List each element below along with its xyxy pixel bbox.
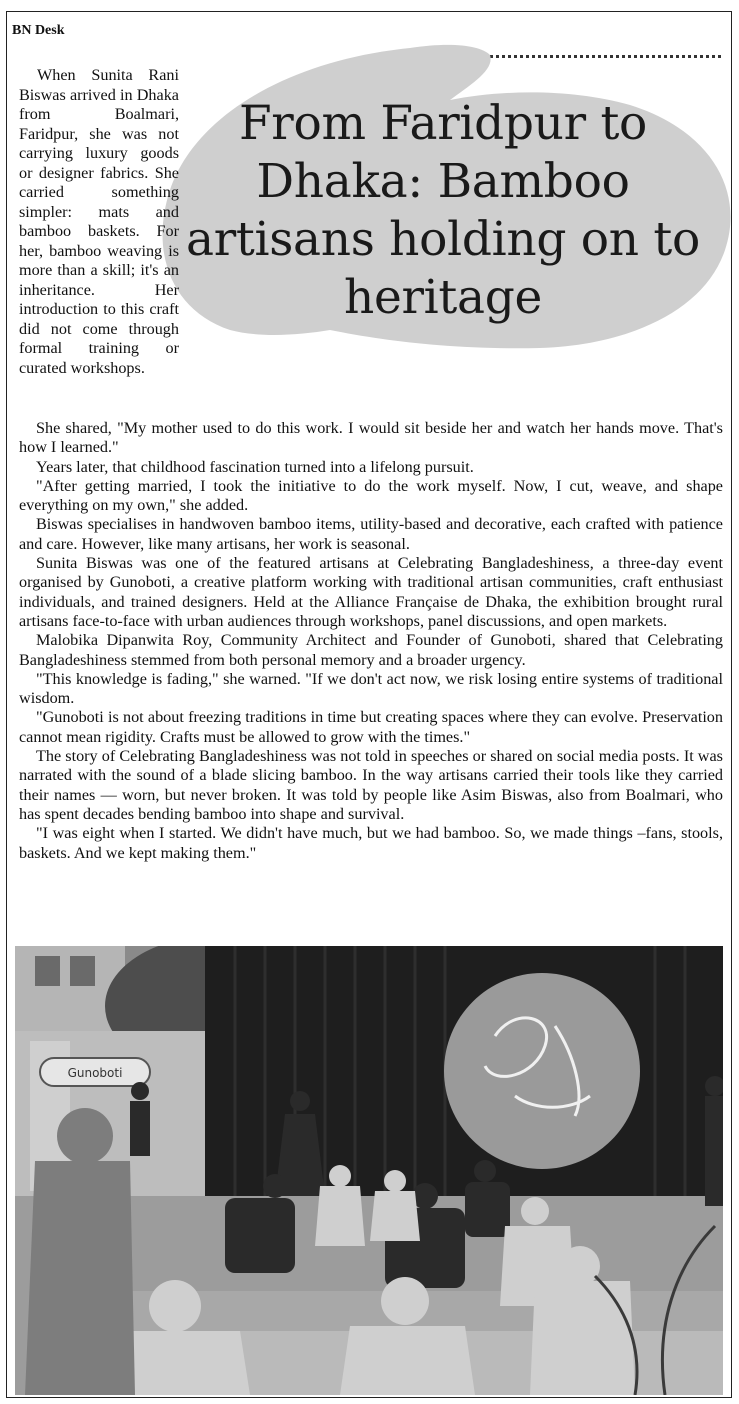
article-body [19, 419, 723, 863]
paragraph-3: "After getting married, I took the initiative to do the work myself. Now, I cut, weave, and shape everything on my own," she added. [19, 476, 723, 515]
paragraph-4: Biswas specialises in handwoven bamboo items, utility-based and decorative, each crafted with patience and care. However, like many artisans, her work is seasonal. [19, 515, 723, 553]
paragraph-8: "Gunoboti is not about freezing traditions in time but creating spaces where they can evolve. Preservation cannot mean rigidity. Crafts must be allowed to grow with the times." [19, 708, 723, 746]
intro-text: When Sunita Rani Biswas arrived in Dhaka from Boalmari, Faridpur, she was not carrying luxury goods or designer fabrics. She carried something simpler: mats and bamboo baskets. For her, bamboo weaving is more than a skill; it's an inheritance. Her introduction to this craft did not come through formal training or curated workshops. [19, 66, 179, 377]
paragraph-9: The story of Celebrating Bangladeshiness was not told in speeches or shared on social media posts. It was narrated with the sound of a blade slicing bamboo. In the way artisans carried their tools like they carried their names — worn, but never broken. It was told by people like Asim Biswas, also from Boalmari, who has spent decades bending bamboo into shape and survival. [19, 747, 723, 823]
paragraph-1: She shared, "My mother used to do this work. I would sit beside her and watch her hands move. That's how I learned." [19, 419, 723, 457]
paragraph-10: "I was eight when I started. We didn't have much, but we had bamboo. So, we made things –fans, stools, baskets. And we kept making them." [19, 824, 723, 862]
byline: BN Desk [12, 23, 65, 38]
event-photo [15, 946, 723, 1395]
paragraph-7: "This knowledge is fading," she warned. "If we don't act now, we risk losing entire systems of traditional wisdom. [19, 669, 723, 708]
building-sign: Gunoboti [67, 1066, 123, 1080]
paragraph-6: Malobika Dipanwita Roy, Community Architect and Founder of Gunoboti, shared that Celebrating Bangladeshiness stemmed from both personal memory and a broader urgency. [19, 631, 723, 669]
intro-paragraph [19, 66, 389, 378]
paragraph-2: Years later, that childhood fascination turned into a lifelong pursuit. [36, 457, 474, 476]
paragraph-5: Sunita Biswas was one of the featured artisans at Celebrating Bangladeshiness, a three-day event organised by Gunoboti, a creative platform working with traditional artisan communities, craft enthusiast individuals, and trained designers. Held at the Alliance Française de Dhaka, the exhibition brought rural artisans face-to-face with urban audiences through workshops, panel discussions, and open markets. [19, 554, 723, 630]
headline: From Faridpur to Dhaka: Bamboo artisans holding on to heritage [186, 96, 700, 325]
